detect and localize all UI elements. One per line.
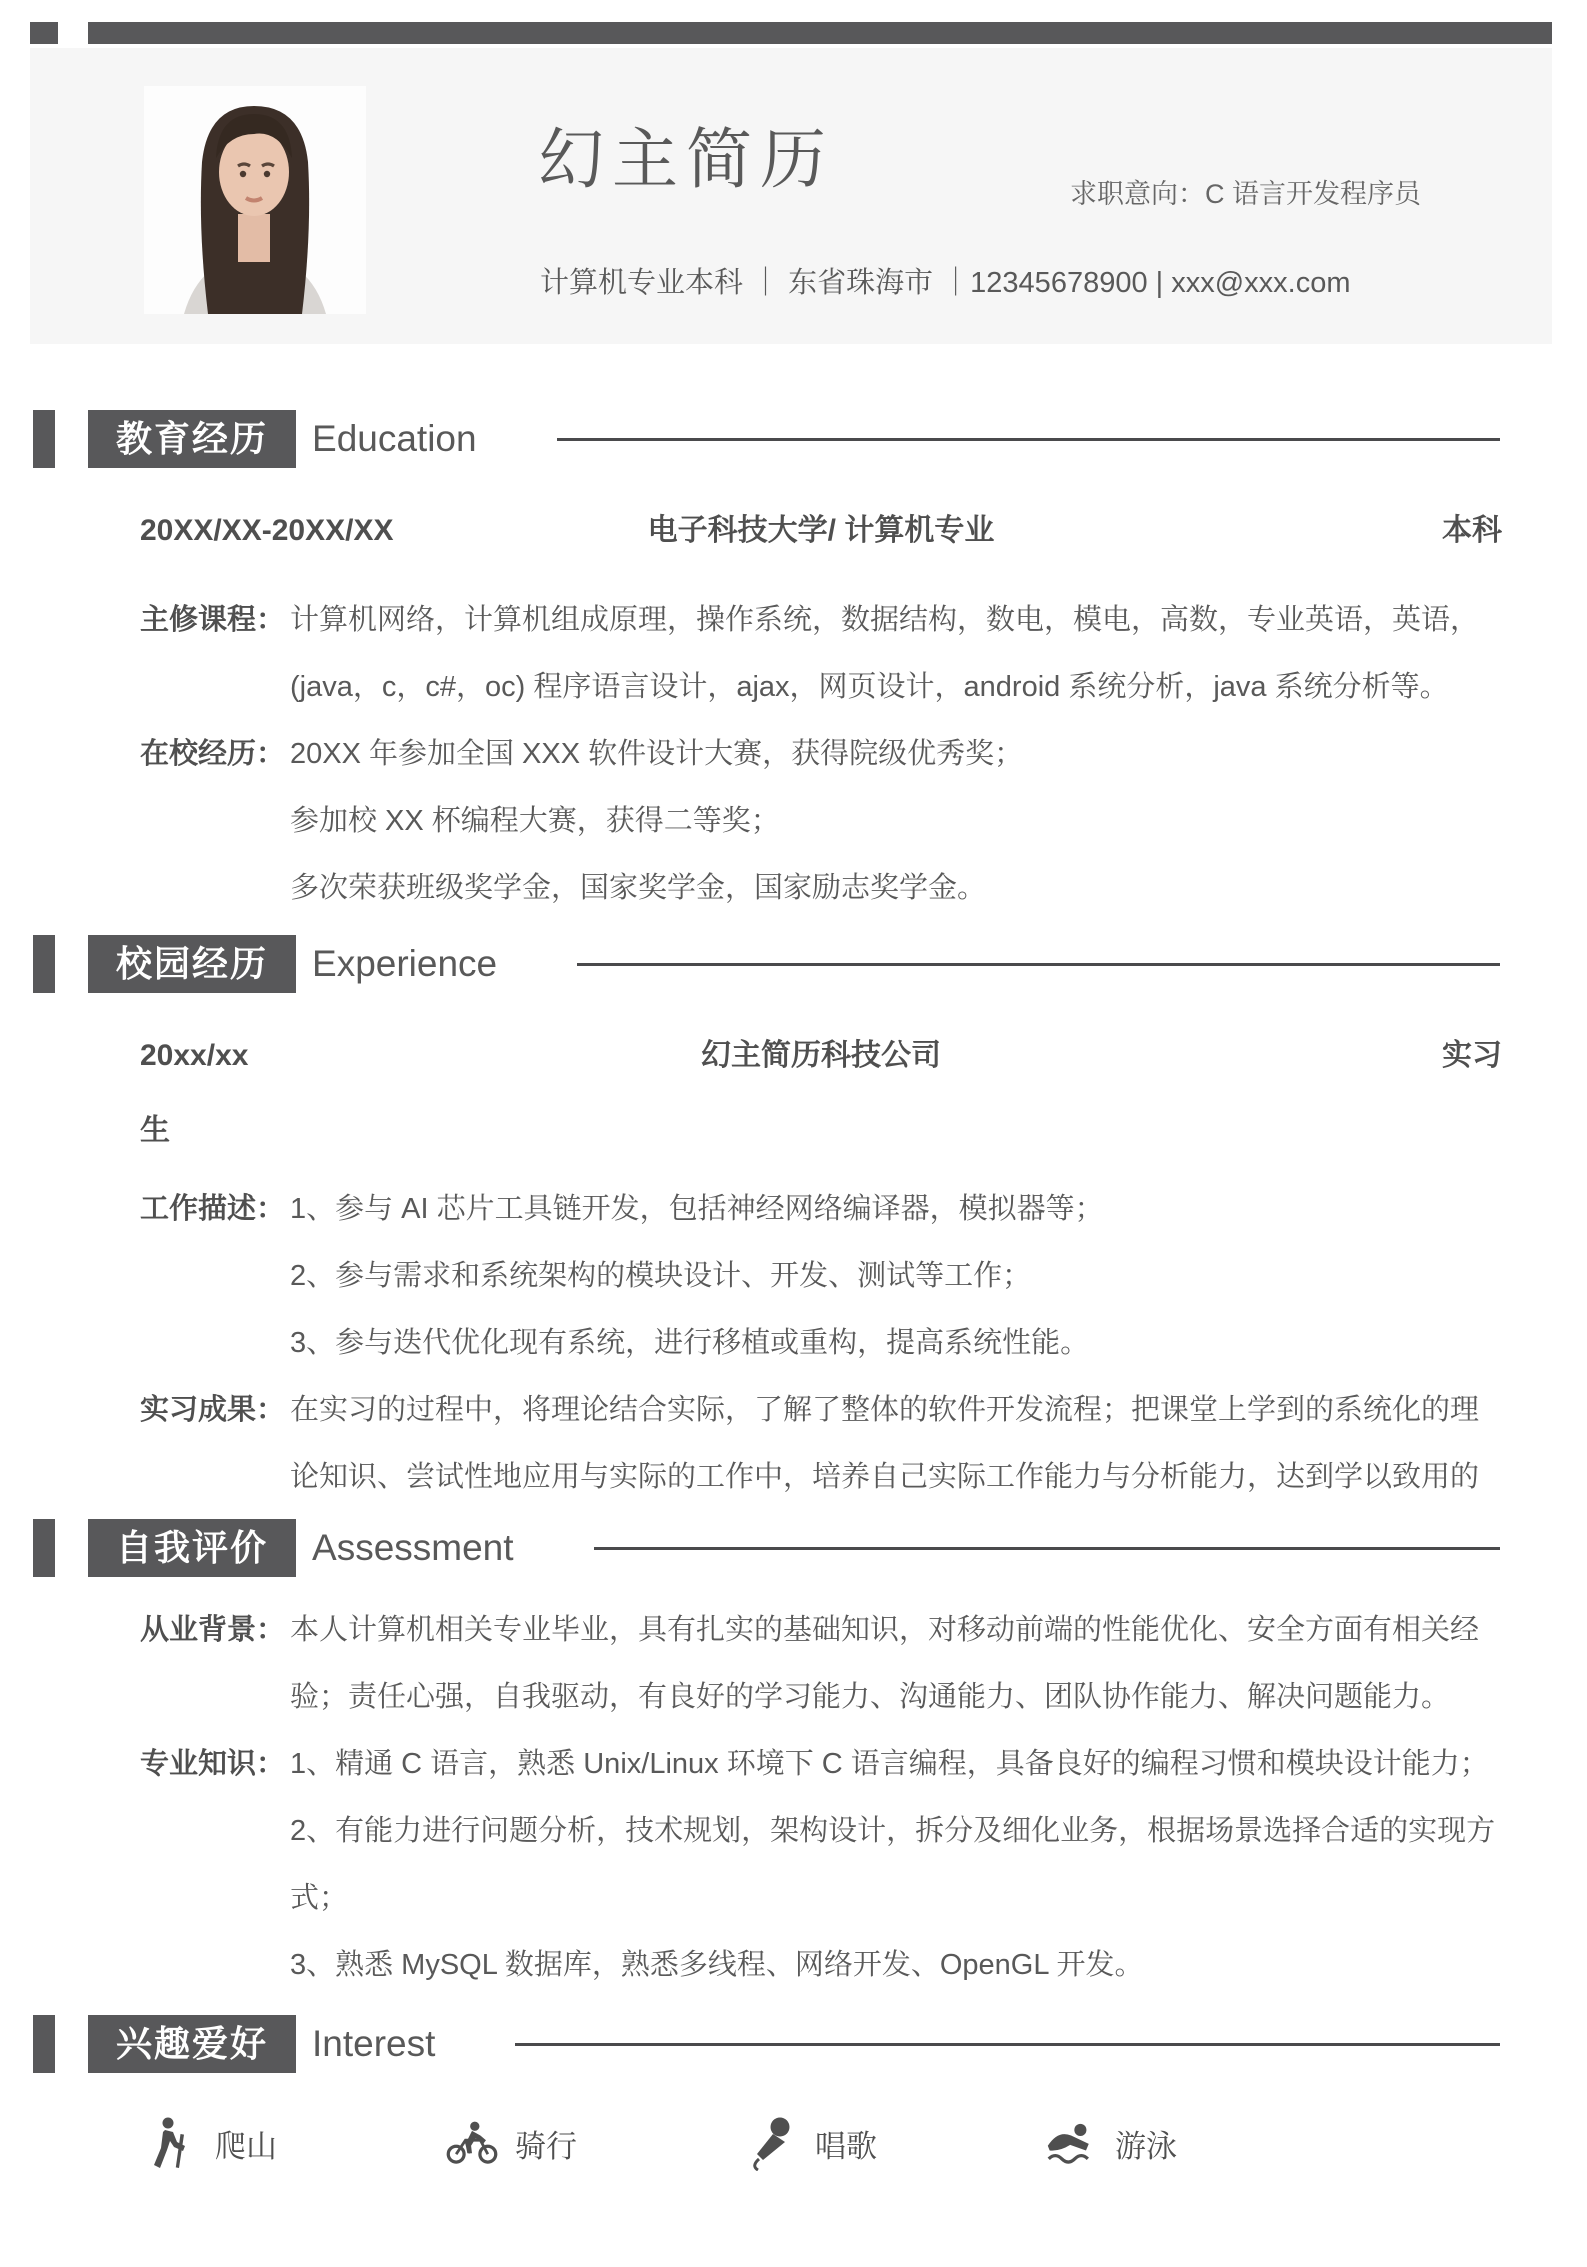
education-school: 电子科技大学/ 计算机专业 [647, 514, 995, 547]
experience-company: 幻主简历科技公司 [701, 1039, 941, 1072]
courses-row [140, 587, 1502, 721]
job-description-item: 2、参与需求和系统架构的模块设计、开发、测试等工作； [290, 1260, 1032, 1292]
knowledge-label: 专业知识： [140, 1748, 286, 1780]
section-accent-bar [33, 1519, 55, 1577]
hiking-icon [145, 2115, 199, 2171]
interest-label: 爬山 [215, 2128, 277, 2164]
singing-icon [745, 2115, 799, 2171]
contact-line: 计算机专业本科 ｜ 东省珠海市 ｜12345678900 | xxx@xxx.com [540, 267, 1351, 299]
resume-header [30, 48, 1552, 344]
profile-photo [144, 86, 366, 314]
interest-label: 游泳 [1115, 2128, 1177, 2164]
section-divider-line [515, 2043, 1500, 2046]
section-header-experience [0, 935, 1587, 993]
job-description-row [140, 1176, 1502, 1377]
knowledge-row [140, 1731, 1502, 1999]
background-label: 从业背景： [140, 1614, 286, 1646]
courses-text: 计算机网络，计算机组成原理，操作系统，数据结构，数电，模电，高数，专业英语，英语， (java，c，c#，oc) 程序语言设计，ajax，网页设计，android 系统分析，java 系统分析等。 [290, 604, 1480, 703]
section-accent-bar [33, 410, 55, 468]
section-title-en: Assessment [312, 1527, 514, 1568]
experience-role-wrap: 生 [140, 1114, 170, 1147]
section-header-assessment [0, 1519, 1587, 1577]
campus-item: 多次荣获班级奖学金，国家奖学金，国家励志奖学金。 [290, 872, 987, 904]
top-decor-square [30, 22, 58, 44]
section-title-en: Interest [312, 2023, 436, 2064]
education-summary-row [140, 510, 1502, 552]
internship-result-label: 实习成果： [140, 1394, 286, 1426]
top-decor-bar [30, 22, 1552, 44]
knowledge-item: 3、熟悉 MySQL 数据库，熟悉多线程、网络开发、OpenGL 开发。 [290, 1949, 1144, 1981]
section-accent-bar [33, 935, 55, 993]
knowledge-item: 1、精通 C 语言，熟悉 Unix/Linux 环境下 C 语言编程，具备良好的编程习惯和模块设计能力； [290, 1748, 1489, 1780]
section-title-en: Experience [312, 943, 498, 984]
interest-label: 骑行 [515, 2128, 577, 2164]
section-divider-line [577, 963, 1500, 966]
resume-title: 幻主简历 [538, 122, 834, 196]
section-title-cn: 校园经历 [88, 935, 296, 993]
education-degree: 本科 [1442, 514, 1502, 547]
job-description-label: 工作描述： [140, 1193, 286, 1225]
internship-result-text: 在实习的过程中，将理论结合实际，了解了整体的软件开发流程；把课堂上学到的系统化的理论知识、尝试性地应用与实际的工作中，培养自己实际工作能力与分析能力，达到学以致用的 [290, 1394, 1480, 1493]
section-title-en: Education [312, 418, 477, 459]
interest-item-hiking [145, 2113, 445, 2173]
internship-result-row [140, 1377, 1502, 1511]
experience-summary-row [140, 1035, 1502, 1077]
section-title-cn: 自我评价 [88, 1519, 296, 1577]
interest-list [145, 2113, 1587, 2173]
background-text: 本人计算机相关专业毕业，具有扎实的基础知识，对移动前端的性能优化、安全方面有相关经验；责任心强，自我驱动，有良好的学习能力、沟通能力、团队协作能力、解决问题能力。 [290, 1614, 1480, 1713]
education-period: 20XX/XX-20XX/XX [140, 514, 394, 547]
campus-label: 在校经历： [140, 738, 286, 770]
experience-role: 实习 [1442, 1039, 1502, 1072]
knowledge-item: 2、有能力进行问题分析，技术规划，架构设计，拆分及细化业务，根据场景选择合适的实现方式； [290, 1815, 1496, 1914]
job-description-item: 3、参与迭代优化现有系统，进行移植或重构，提高系统性能。 [290, 1327, 1090, 1359]
interest-item-swimming [1045, 2113, 1345, 2173]
section-divider-line [594, 1547, 1500, 1550]
swimming-icon [1045, 2115, 1099, 2171]
campus-item: 参加校 XX 杯编程大赛，获得二等奖； [290, 805, 780, 837]
section-accent-bar [33, 2015, 55, 2073]
campus-row [140, 721, 1502, 922]
portrait-illustration [144, 86, 366, 314]
section-header-interest [0, 2015, 1587, 2073]
section-title-cn: 兴趣爱好 [88, 2015, 296, 2073]
job-description-item: 1、参与 AI 芯片工具链开发，包括神经网络编译器，模拟器等； [290, 1193, 1104, 1225]
section-header-education [0, 410, 1587, 468]
background-row [140, 1597, 1502, 1731]
campus-item: 20XX 年参加全国 XXX 软件设计大赛，获得院级优秀奖； [290, 738, 1024, 770]
section-title-cn: 教育经历 [88, 410, 296, 468]
interest-item-cycling [445, 2113, 745, 2173]
interest-item-singing [745, 2113, 1045, 2173]
cycling-icon [445, 2115, 499, 2171]
experience-period: 20xx/xx [140, 1039, 249, 1072]
top-decor-line [88, 22, 1552, 44]
courses-label: 主修课程： [140, 604, 286, 636]
job-intent: 求职意向：C 语言开发程序员 [1070, 179, 1421, 209]
interest-label: 唱歌 [815, 2128, 877, 2164]
section-divider-line [557, 438, 1500, 441]
